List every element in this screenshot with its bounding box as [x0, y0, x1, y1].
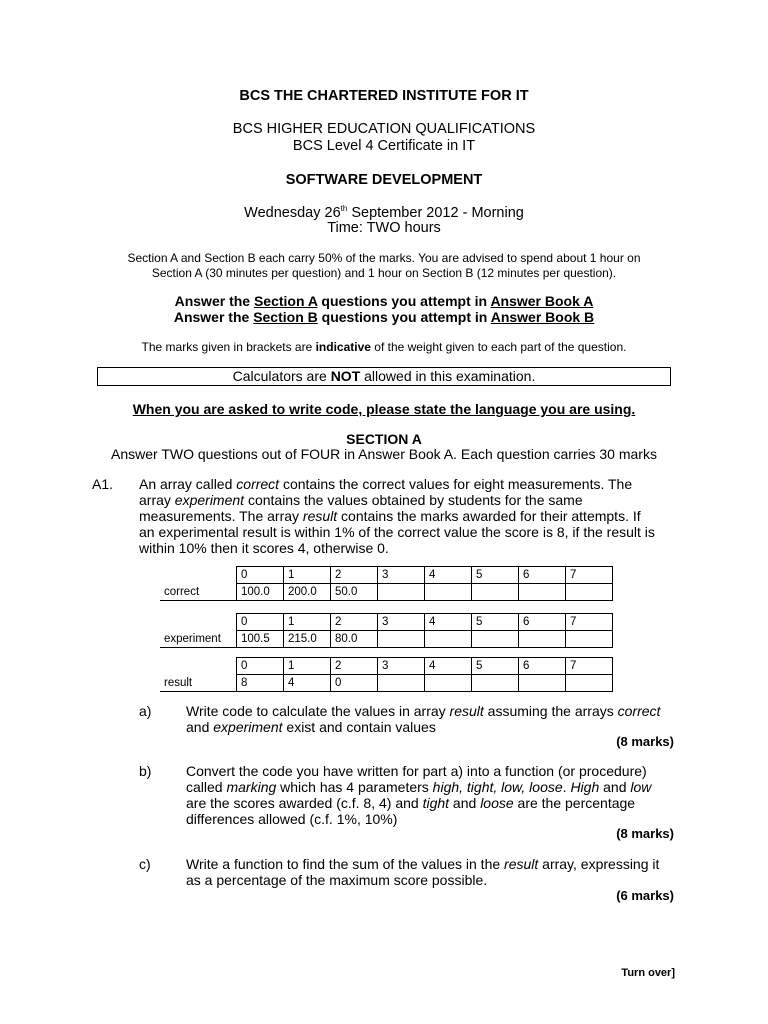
array-correct-table: [160, 566, 613, 601]
array-index: 6: [519, 658, 566, 675]
array-cell: 80.0: [331, 631, 378, 648]
part-b-text: Convert the code you have written for part a) into a function (or procedure) called marking which has 4 parameters high, tight, low, loose. High and low are the scores awarded (c.f. 8, 4) and tight and loose are the percentage differences allowed (c.f. 1%, 10%): [186, 763, 652, 827]
array-index: 4: [425, 658, 472, 675]
array-index: 7: [566, 658, 613, 675]
array-index: 0: [237, 567, 284, 584]
array-cell: [566, 631, 613, 648]
array-cell: 215.0: [284, 631, 331, 648]
section-a-title: SECTION A: [346, 431, 422, 447]
part-c-text: Write a function to find the sum of the values in the result array, expressing it as a percentage of the maximum score possible.: [186, 856, 660, 888]
code-language-note: When you are asked to write code, please state the language you are using.: [132, 401, 636, 417]
question-line: An array called correct contains the correct values for eight measurements. The: [139, 476, 633, 492]
array-cell: [566, 675, 613, 692]
array-cell: [472, 675, 519, 692]
array-index: 2: [331, 614, 378, 631]
array-index: 4: [425, 614, 472, 631]
array-experiment-table: [160, 613, 613, 648]
array-index: 2: [331, 658, 378, 675]
question-number: A1.: [92, 476, 114, 492]
array-cell: [472, 584, 519, 601]
question-line: measurements. The array result contains the marks awarded for their attempts. If: [139, 508, 641, 524]
array-cell: 4: [284, 675, 331, 692]
array-cell: 50.0: [331, 584, 378, 601]
calculator-notice: Calculators are NOT allowed in this examination.: [97, 367, 671, 386]
array-index: 7: [566, 614, 613, 631]
question-line: within 10% then it scores 4, otherwise 0.: [139, 540, 389, 556]
subject-title: SOFTWARE DEVELOPMENT: [285, 172, 483, 188]
array-cell: 100.0: [237, 584, 284, 601]
part-b-label: b): [139, 763, 152, 779]
array-cell: [425, 631, 472, 648]
section-a-subtitle: Answer TWO questions out of FOUR in Answer Book A. Each question carries 30 marks: [111, 446, 657, 462]
part-b-marks: (8 marks): [616, 826, 674, 841]
array-index: 3: [378, 567, 425, 584]
array-cell: 8: [237, 675, 284, 692]
array-cell: [378, 584, 425, 601]
instruction-line-2: Section A (30 minutes per question) and 1 hour on Section B (12 minutes per question).: [151, 266, 617, 280]
array-name: experiment: [160, 631, 237, 648]
part-a-marks: (8 marks): [616, 734, 674, 749]
array-cell: [425, 584, 472, 601]
array-index: 1: [284, 614, 331, 631]
array-index: 3: [378, 658, 425, 675]
question-line: array experiment contains the values obtained by students for the same: [139, 492, 583, 508]
array-cell: [425, 675, 472, 692]
array-index: 2: [331, 567, 378, 584]
array-index: 5: [472, 614, 519, 631]
array-index: 0: [237, 614, 284, 631]
array-cell: 200.0: [284, 584, 331, 601]
array-index: 7: [566, 567, 613, 584]
array-cell: [378, 631, 425, 648]
array-index: 6: [519, 614, 566, 631]
part-a-label: a): [139, 703, 152, 719]
turn-over-note: Turn over]: [621, 967, 675, 979]
question-line: an experimental result is within 1% of the correct value the score is 8, if the result is: [139, 524, 655, 540]
instruction-line-1: Section A and Section B each carry 50% of the marks. You are advised to spend about 1 hour on: [127, 251, 641, 265]
array-index: 5: [472, 658, 519, 675]
array-name: result: [160, 675, 237, 692]
array-cell: 100.5: [237, 631, 284, 648]
array-index: 1: [284, 567, 331, 584]
array-cell: [519, 631, 566, 648]
array-cell: [519, 584, 566, 601]
certificate-title: BCS Level 4 Certificate in IT: [292, 138, 476, 154]
part-c-label: c): [139, 856, 151, 872]
answer-book-b-note: Answer the Section B questions you attempt in Answer Book B: [173, 309, 595, 325]
part-c-marks: (6 marks): [616, 888, 674, 903]
array-index: 1: [284, 658, 331, 675]
exam-date: Wednesday 26th September 2012 - Morning: [244, 204, 524, 221]
array-cell: [378, 675, 425, 692]
array-name: correct: [160, 584, 237, 601]
array-result-table: [160, 657, 613, 692]
marks-note: The marks given in brackets are indicative of the weight given to each part of the question.: [141, 340, 627, 354]
qualifications-title: BCS HIGHER EDUCATION QUALIFICATIONS: [232, 121, 536, 137]
exam-time: Time: TWO hours: [327, 220, 441, 236]
array-cell: 0: [331, 675, 378, 692]
institute-title: BCS THE CHARTERED INSTITUTE FOR IT: [239, 88, 529, 104]
array-index: 3: [378, 614, 425, 631]
part-a-text: Write code to calculate the values in array result assuming the arrays correct and experiment exist and contain values: [186, 703, 661, 735]
array-index: 4: [425, 567, 472, 584]
array-cell: [472, 631, 519, 648]
array-index: 6: [519, 567, 566, 584]
array-cell: [519, 675, 566, 692]
question-text: [139, 476, 679, 556]
array-index: 5: [472, 567, 519, 584]
array-cell: [566, 584, 613, 601]
answer-book-a-note: Answer the Section A questions you attempt in Answer Book A: [174, 293, 594, 309]
array-index: 0: [237, 658, 284, 675]
